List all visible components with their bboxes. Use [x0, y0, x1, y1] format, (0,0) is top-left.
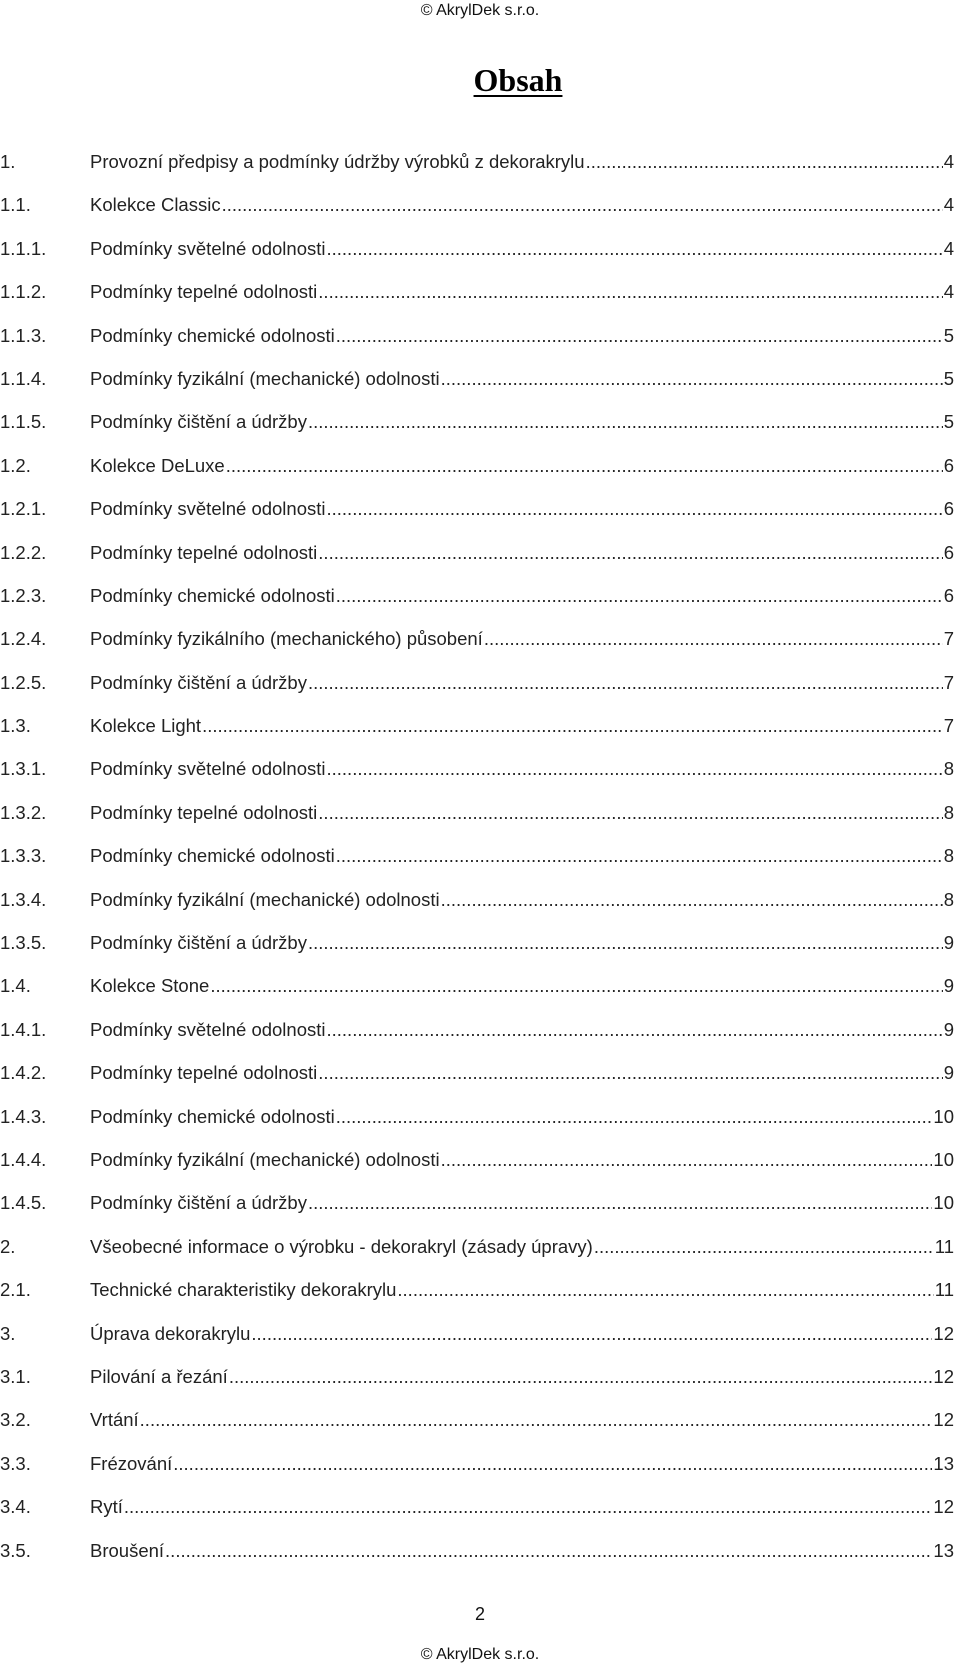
toc-entry-page[interactable]: 13 [933, 1452, 954, 1474]
toc-entry-title[interactable]: Podmínky čištění a údržby [90, 932, 307, 954]
toc-dot-leader [251, 1316, 932, 1352]
toc-entry-number: 1.3.1. [0, 758, 47, 780]
toc-entry-title[interactable]: Podmínky chemické odolnosti [90, 584, 335, 606]
toc-entry-page[interactable]: 11 [934, 1279, 954, 1301]
toc-entry-page[interactable]: 4 [943, 281, 954, 303]
toc-entry-page[interactable]: 9 [943, 932, 954, 954]
toc-entry-title[interactable]: Podmínky tepelné odolnosti [90, 281, 318, 303]
toc-entry-number: 1.1.5. [0, 411, 47, 433]
toc-dot-leader [318, 274, 942, 310]
toc-entry-title[interactable]: Podmínky chemické odolnosti [90, 324, 335, 346]
toc-entry-number: 1.4.2. [0, 1062, 47, 1084]
toc-entry[interactable] [0, 1316, 954, 1359]
toc-entry-number: 2.1. [0, 1279, 31, 1301]
toc-entry-page[interactable]: 9 [943, 1062, 954, 1084]
toc-entry-page[interactable]: 5 [943, 411, 954, 433]
toc-entry[interactable] [0, 882, 954, 925]
toc-entry-number: 1.4.1. [0, 1018, 47, 1040]
page-title: Obsah [473, 62, 563, 98]
toc-entry-title[interactable]: Podmínky tepelné odolnosti [90, 801, 318, 823]
toc-entry-number: 1.3.3. [0, 845, 47, 867]
toc-entry-number: 3.2. [0, 1409, 31, 1431]
toc-dot-leader [226, 448, 943, 484]
toc-entry-page[interactable]: 8 [943, 758, 954, 780]
header-copyright: © AkrylDek s.r.o. [420, 2, 540, 19]
table-of-contents [0, 144, 954, 1576]
toc-dot-leader [327, 751, 943, 787]
toc-entry-title[interactable]: Podmínky fyzikální (mechanické) odolnosti [90, 367, 440, 389]
toc-entry-number: 1.2.5. [0, 671, 47, 693]
toc-dot-leader [318, 795, 942, 831]
toc-dot-leader [308, 404, 943, 440]
toc-entry[interactable] [0, 1272, 954, 1315]
toc-entry[interactable] [0, 708, 954, 751]
toc-entry[interactable] [0, 1099, 954, 1142]
footer-copyright: © AkrylDek s.r.o. [420, 1646, 540, 1663]
toc-entry[interactable] [0, 621, 954, 664]
toc-dot-leader [327, 231, 943, 267]
toc-entry-title[interactable]: Kolekce Light [90, 715, 202, 737]
toc-dot-leader [594, 1229, 934, 1265]
toc-entry-title[interactable]: Kolekce Stone [90, 975, 210, 997]
toc-entry-title[interactable]: Podmínky fyzikální (mechanické) odolnosti [90, 1148, 440, 1170]
toc-entry-number: 1.3.5. [0, 932, 47, 954]
toc-entry[interactable] [0, 1402, 954, 1445]
toc-dot-leader [441, 361, 943, 397]
toc-entry-page[interactable]: 6 [943, 541, 954, 563]
toc-entry-number: 1.2.2. [0, 541, 47, 563]
toc-dot-leader [140, 1402, 933, 1438]
toc-entry-number: 1.3.4. [0, 888, 47, 910]
toc-entry[interactable] [0, 1142, 954, 1185]
toc-dot-leader [229, 1359, 933, 1395]
toc-dot-leader [318, 535, 942, 571]
toc-entry-number: 1.1.4. [0, 367, 47, 389]
toc-dot-leader [165, 1533, 932, 1569]
toc-entry[interactable] [0, 1229, 954, 1272]
toc-entry-number: 1. [0, 151, 16, 172]
toc-entry-title[interactable]: Kolekce DeLuxe [90, 454, 225, 476]
toc-entry-number: 1.2.3. [0, 584, 47, 606]
toc-entry-page[interactable]: 12 [933, 1409, 954, 1431]
toc-entry-title[interactable]: Podmínky fyzikální (mechanické) odolnosti [90, 888, 440, 910]
toc-entry-title[interactable]: Provozní předpisy a podmínky údržby výrobků z dekorakrylu [90, 151, 585, 172]
toc-entry[interactable] [0, 838, 954, 881]
toc-entry-page[interactable]: 4 [943, 237, 954, 259]
toc-dot-leader [336, 318, 943, 354]
toc-entry-page[interactable]: 7 [943, 715, 954, 737]
toc-entry-title[interactable]: Podmínky světelné odolnosti [90, 758, 326, 780]
toc-entry-title[interactable]: Frézování [90, 1452, 173, 1474]
toc-entry-number: 1.3. [0, 715, 31, 737]
toc-entry-title[interactable]: Podmínky chemické odolnosti [90, 845, 335, 867]
toc-entry[interactable] [0, 1055, 954, 1098]
toc-entry-page[interactable]: 6 [943, 584, 954, 606]
toc-dot-leader [327, 1012, 943, 1048]
toc-dot-leader [173, 1446, 932, 1482]
toc-entry-number: 1.1.1. [0, 237, 47, 259]
toc-entry-number: 1.4.3. [0, 1105, 47, 1127]
toc-entry-page[interactable]: 9 [943, 1018, 954, 1040]
toc-entry[interactable] [0, 404, 954, 447]
toc-entry[interactable] [0, 448, 954, 491]
toc-entry-page[interactable]: 11 [934, 1235, 954, 1257]
toc-entry[interactable] [0, 665, 954, 708]
toc-entry-number: 3.3. [0, 1452, 31, 1474]
toc-entry-number: 1.2.1. [0, 498, 47, 520]
toc-dot-leader [336, 838, 943, 874]
toc-entry-title[interactable]: Úprava dekorakrylu [90, 1322, 251, 1344]
toc-entry[interactable] [0, 751, 954, 794]
toc-entry-title[interactable]: Technické charakteristiky dekorakrylu [90, 1279, 397, 1301]
toc-dot-leader [202, 708, 943, 744]
toc-entry-number: 3.5. [0, 1539, 31, 1561]
toc-entry-page[interactable]: 8 [943, 801, 954, 823]
toc-entry-page[interactable]: 7 [943, 671, 954, 693]
toc-entry-number: 3. [0, 1322, 16, 1344]
toc-entry-page[interactable]: 5 [943, 367, 954, 389]
toc-dot-leader [124, 1489, 933, 1525]
toc-entry-number: 1.2.4. [0, 628, 47, 650]
toc-dot-leader [586, 144, 943, 180]
toc-entry-number: 1.3.2. [0, 801, 47, 823]
toc-entry-page[interactable]: 6 [943, 454, 954, 476]
toc-dot-leader [336, 578, 943, 614]
toc-entry[interactable] [0, 187, 954, 230]
toc-entry-number: 1.4. [0, 975, 31, 997]
toc-dot-leader [336, 1099, 933, 1135]
toc-dot-leader [318, 1055, 942, 1091]
toc-entry[interactable] [0, 1185, 954, 1228]
toc-dot-leader [308, 665, 943, 701]
toc-entry[interactable] [0, 968, 954, 1011]
toc-dot-leader [441, 882, 943, 918]
toc-entry-title[interactable]: Podmínky čištění a údržby [90, 411, 307, 433]
toc-entry-page[interactable]: 12 [933, 1322, 954, 1344]
toc-dot-leader [441, 1142, 933, 1178]
toc-entry-title[interactable]: Všeobecné informace o výrobku - dekorakryl (zásady úpravy) [90, 1235, 593, 1257]
toc-entry-page[interactable]: 8 [943, 888, 954, 910]
toc-entry-page[interactable]: 13 [933, 1539, 954, 1561]
toc-entry-title[interactable]: Podmínky chemické odolnosti [90, 1105, 335, 1127]
toc-entry-title[interactable]: Podmínky světelné odolnosti [90, 498, 326, 520]
toc-entry-title[interactable]: Kolekce Classic [90, 194, 221, 216]
toc-entry[interactable] [0, 578, 954, 621]
toc-entry-number: 1.4.4. [0, 1148, 47, 1170]
toc-entry[interactable] [0, 144, 954, 187]
toc-entry[interactable] [0, 491, 954, 534]
toc-entry-title[interactable]: Podmínky světelné odolnosti [90, 237, 326, 259]
toc-entry[interactable] [0, 1359, 954, 1402]
toc-entry-page[interactable]: 10 [933, 1105, 954, 1127]
toc-dot-leader [397, 1272, 933, 1308]
toc-entry-number: 3.4. [0, 1496, 31, 1518]
toc-entry-number: 1.4.5. [0, 1192, 47, 1214]
toc-dot-leader [210, 968, 942, 1004]
toc-entry[interactable] [0, 535, 954, 578]
toc-entry[interactable] [0, 1533, 954, 1576]
toc-entry-page[interactable]: 7 [943, 628, 954, 650]
toc-dot-leader [222, 187, 943, 223]
toc-entry-page[interactable]: 10 [933, 1192, 954, 1214]
toc-entry-number: 1.1.2. [0, 281, 47, 303]
toc-entry-page[interactable]: 9 [943, 975, 954, 997]
toc-entry-number: 2. [0, 1235, 16, 1257]
toc-entry[interactable] [0, 1489, 954, 1532]
toc-entry[interactable] [0, 274, 954, 317]
toc-entry[interactable] [0, 361, 954, 404]
toc-entry-title[interactable]: Podmínky tepelné odolnosti [90, 1062, 318, 1084]
toc-entry-number: 3.1. [0, 1365, 31, 1387]
page-number: 2 [474, 1604, 485, 1624]
toc-entry[interactable] [0, 231, 954, 274]
toc-entry-title[interactable]: Vrtání [90, 1409, 139, 1431]
toc-entry[interactable] [0, 1446, 954, 1489]
toc-dot-leader [308, 1185, 932, 1221]
toc-entry-title[interactable]: Podmínky světelné odolnosti [90, 1018, 326, 1040]
toc-entry-page[interactable]: 6 [943, 498, 954, 520]
toc-entry[interactable] [0, 795, 954, 838]
toc-entry[interactable] [0, 1012, 954, 1055]
toc-entry-page[interactable]: 12 [933, 1496, 954, 1518]
toc-entry-title[interactable]: Podmínky fyzikálního (mechanického) působení [90, 628, 483, 650]
toc-entry-title[interactable]: Pilování a řezání [90, 1365, 228, 1387]
toc-entry-page[interactable]: 4 [943, 194, 954, 216]
toc-entry-title[interactable]: Broušení [90, 1539, 165, 1561]
toc-dot-leader [327, 491, 943, 527]
toc-entry-number: 1.2. [0, 454, 31, 476]
toc-entry[interactable] [0, 318, 954, 361]
toc-entry-page[interactable]: 4 [943, 151, 954, 172]
toc-entry[interactable] [0, 925, 954, 968]
toc-entry-title[interactable]: Podmínky čištění a údržby [90, 1192, 307, 1214]
toc-entry-page[interactable]: 12 [933, 1365, 954, 1387]
toc-entry-number: 1.1. [0, 194, 31, 216]
toc-entry-title[interactable]: Rytí [90, 1496, 123, 1518]
toc-entry-title[interactable]: Podmínky čištění a údržby [90, 671, 307, 693]
toc-entry-number: 1.1.3. [0, 324, 47, 346]
toc-dot-leader [308, 925, 943, 961]
toc-entry-title[interactable]: Podmínky tepelné odolnosti [90, 541, 318, 563]
toc-entry-page[interactable]: 10 [933, 1148, 954, 1170]
toc-entry-page[interactable]: 8 [943, 845, 954, 867]
toc-entry-page[interactable]: 5 [943, 324, 954, 346]
toc-dot-leader [484, 621, 943, 657]
